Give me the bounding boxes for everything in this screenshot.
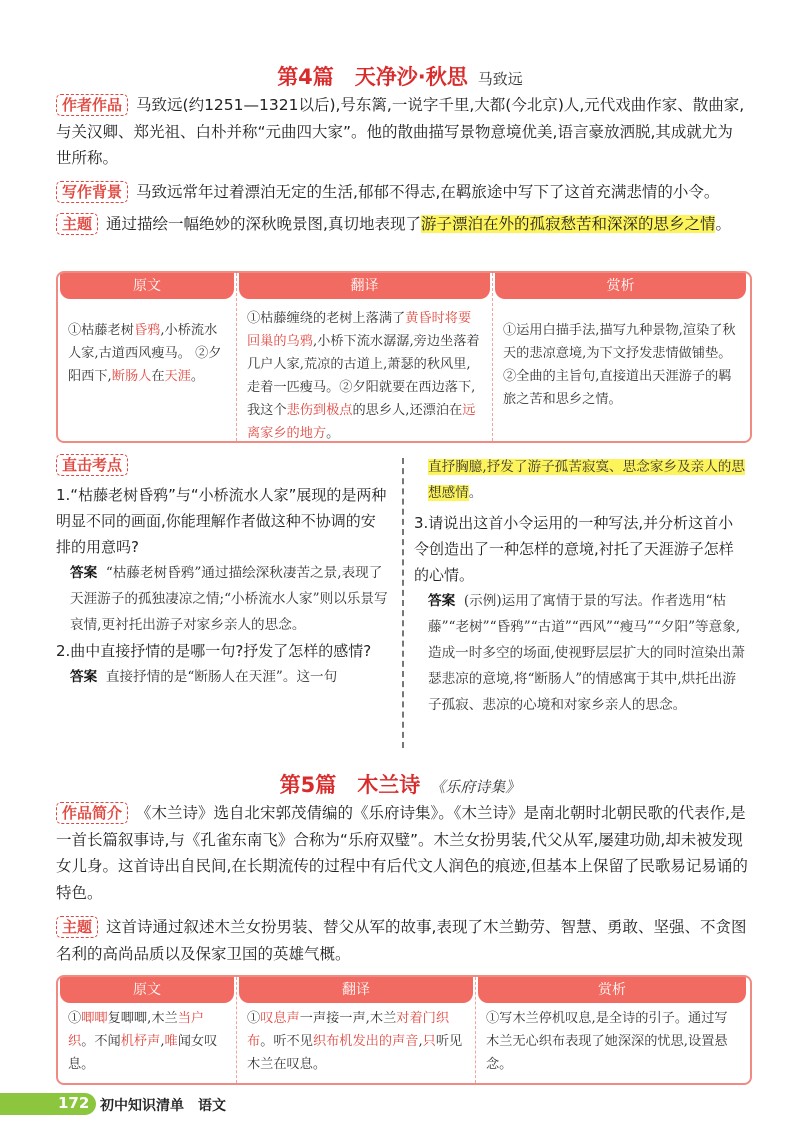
keyword-highlight: 断肠人 <box>111 369 152 384</box>
text-segment: 听见木兰在叹息。 <box>247 1034 463 1072</box>
analysis-column <box>476 977 748 1083</box>
text-segment: , <box>160 1034 165 1049</box>
book-title: 初中知识清单 语文 <box>100 1098 226 1114</box>
original-text <box>58 1003 236 1084</box>
text-segment: 。听不见 <box>260 1034 313 1049</box>
analysis-text: ①写木兰停机叹息,是全诗的引子。通过写木兰无心织布表现了她深深的忧思,设置悬念。 <box>486 1011 728 1072</box>
text-segment: ①枯藤老树 <box>68 323 134 338</box>
poem5-table <box>56 975 752 1085</box>
question-2: 2.曲中直接抒情的是哪一句?抒发了怎样的感情? <box>56 642 372 660</box>
exam-left-column <box>56 452 390 690</box>
poem5-title <box>0 769 800 799</box>
keyword-highlight: 远离家乡的地方 <box>247 403 476 441</box>
text-segment: 闻女叹息。 <box>68 1034 218 1072</box>
text-segment: 一声接一声,木兰 <box>299 1011 397 1026</box>
translation-text <box>237 1003 475 1084</box>
exam-tag: 直击考点 <box>56 454 128 476</box>
background-tag: 写作背景 <box>56 181 128 203</box>
text-segment: 在 <box>151 369 165 384</box>
text-segment: ① <box>68 1011 82 1026</box>
text-segment: 。不闻 <box>81 1034 121 1049</box>
text-segment: 。 <box>190 369 205 384</box>
analysis-column <box>493 273 748 441</box>
answer-label: 答案 <box>70 565 98 581</box>
background-text: 马致远常年过着漂泊无定的生活,郁郁不得志,在羁旅途中写下了这首充满悲情的小令。 <box>136 183 720 201</box>
keyword-highlight: 当户织 <box>68 1011 205 1049</box>
answer-label: 答案 <box>70 669 98 685</box>
poem5-intro <box>56 800 748 906</box>
poem5-theme <box>56 914 748 967</box>
poem4-author: 马致远 <box>477 70 523 88</box>
page-footer <box>0 1093 800 1117</box>
analysis-header: 赏析 <box>495 273 746 299</box>
text-segment: 的思乡人,还漂泊在 <box>352 403 463 418</box>
keyword-highlight: 只 <box>422 1034 436 1049</box>
translation-header: 翻译 <box>239 977 473 1003</box>
keyword-highlight: 叹息声 <box>260 1011 300 1026</box>
keyword-highlight: 织布机发出的声音 <box>312 1034 419 1049</box>
intro-text: 马致远(约1251—1321以后),号东篱,一说字千里,大都(今北京)人,元代戏曲作家、散曲家,与关汉卿、郑光祖、白朴并称“元曲四大家”。他的散曲描写景物意境优美,语言豪放洒脱,其成就尤为世所称。 <box>56 96 745 167</box>
theme-end: 。 <box>715 215 731 233</box>
keyword-highlight: 昏鸦 <box>133 323 161 338</box>
theme-highlight: 游子漂泊在外的孤寂愁苦和深深的思乡之情 <box>420 215 716 233</box>
text-segment: ①枯藤缠绕的老树上落满了 <box>247 311 406 326</box>
theme-text: 通过描绘一幅绝妙的深秋晚景图,真切地表现了 <box>106 215 421 233</box>
original-text <box>58 299 236 396</box>
text-segment: ,小桥流水人家,古道西风瘦马。 ②夕阳西下, <box>68 323 222 384</box>
exam-right-column <box>414 454 748 718</box>
original-column <box>58 977 237 1083</box>
poem4-author-intro <box>56 92 748 172</box>
answer-2-cont <box>414 454 748 506</box>
answer-3-text: (示例)运用了寓情于景的写法。作者选用“枯藤”“老树”“昏鸦”“古道”“西风”“瘦马”“夕阳”等意象,造成一时多空的场面,使视野层层扩大的同时渲染出萧瑟悲凉的意境,将“断肠人”的情感寓于其中,烘托出游子孤寂、悲凉的心境和对家乡亲人的思念。 <box>428 593 745 713</box>
keyword-highlight: 悲伤到极点 <box>286 403 353 418</box>
answer-1 <box>56 560 390 638</box>
answer-1-text: “枯藤老树昏鸦”通过描绘深秋凄苦之景,表现了天涯游子的孤独凄凉之情;“小桥流水人家”则以乐景写哀情,更衬托出游子对家乡亲人的思念。 <box>70 565 388 633</box>
original-header: 原文 <box>60 977 234 1003</box>
poem4-theme <box>56 211 748 238</box>
theme-text: 这首诗通过叙述木兰女扮男装、替父从军的故事,表现了木兰勤劳、智慧、勇敢、坚强、不贪图名利的高尚品质以及保家卫国的英雄气概。 <box>56 918 747 963</box>
poem5-title-text: 第5篇 木兰诗 <box>279 773 421 797</box>
question-3: 3.请说出这首小令运用的一种写法,并分析这首小令创造出了一种怎样的意境,衬托了天涯游子怎样的心情。 <box>414 514 734 584</box>
answer-2-end: 。 <box>468 485 483 501</box>
translation-column <box>237 273 493 441</box>
text-segment: , <box>418 1034 423 1049</box>
answer-2-text: 直接抒情的是“断肠人在天涯”。这一句 <box>105 669 338 685</box>
analysis-header: 赏析 <box>478 977 746 1003</box>
page-number: 172 <box>58 1094 90 1112</box>
answer-label: 答案 <box>428 593 456 609</box>
original-header: 原文 <box>60 273 234 299</box>
intro-text: 《木兰诗》选自北宋郭茂倩编的《乐府诗集》。《木兰诗》是南北朝时北朝民歌的代表作,是一首长篇叙事诗,与《孔雀东南飞》合称为“乐府双璧”。木兰女扮男装,代父从军,屡建功勋,却未被发现女儿身。这首诗出自民间,在长期流传的过程中有后代文人润色的痕迹,但基本上保留了民歌易记易诵的特色。 <box>56 804 748 902</box>
answer-2-highlight: 直抒胸臆,抒发了游子孤苦寂寞、思念家乡及亲人的思想感情 <box>428 459 745 501</box>
intro-tag: 作品简介 <box>56 802 128 824</box>
text-segment: 。 <box>326 426 340 441</box>
poem4-background <box>56 179 748 206</box>
column-divider <box>402 458 404 748</box>
answer-2-start <box>56 664 390 690</box>
text-segment: ① <box>247 1011 261 1026</box>
theme-tag: 主题 <box>56 916 98 938</box>
text-segment: 复唧唧,木兰 <box>107 1011 178 1026</box>
page-number-badge <box>0 1093 96 1115</box>
keyword-highlight: 天涯 <box>164 369 191 384</box>
keyword-highlight: 黄昏时将要回巢的乌鸦 <box>247 311 472 349</box>
question-1: 1.“枯藤老树昏鸦”与“小桥流水人家”展现的是两种明显不同的画面,你能理解作者做这种不协调的安排的用意吗? <box>56 486 387 556</box>
original-column <box>58 273 237 441</box>
keyword-highlight: 对着门织布 <box>247 1011 450 1049</box>
poem4-title <box>0 61 800 91</box>
translation-text <box>237 299 492 443</box>
poem4-table <box>56 271 752 443</box>
poem4-title-text: 第4篇 天净沙·秋思 <box>277 65 468 89</box>
keyword-highlight: 唧唧 <box>81 1011 108 1026</box>
analysis-text: ①运用白描手法,描写九种景物,渲染了秋天的悲凉意境,为下文抒发悲情做铺垫。②全曲的主旨句,直接道出天涯游子的羁旅之苦和思乡之情。 <box>503 323 736 407</box>
text-segment: ,小桥下流水潺潺,旁边坐落着几户人家,荒凉的古道上,萧瑟的秋风里,走着一匹瘦马。②夕阳就要在西边落下,我这个 <box>247 334 480 418</box>
translation-column <box>237 977 476 1083</box>
intro-tag: 作者作品 <box>56 94 128 116</box>
poem5-source: 《乐府诗集》 <box>430 778 521 796</box>
theme-tag: 主题 <box>56 213 98 235</box>
answer-3 <box>414 588 748 718</box>
translation-header: 翻译 <box>239 273 490 299</box>
keyword-highlight: 机杼声 <box>120 1034 161 1049</box>
keyword-highlight: 唯 <box>164 1034 178 1049</box>
